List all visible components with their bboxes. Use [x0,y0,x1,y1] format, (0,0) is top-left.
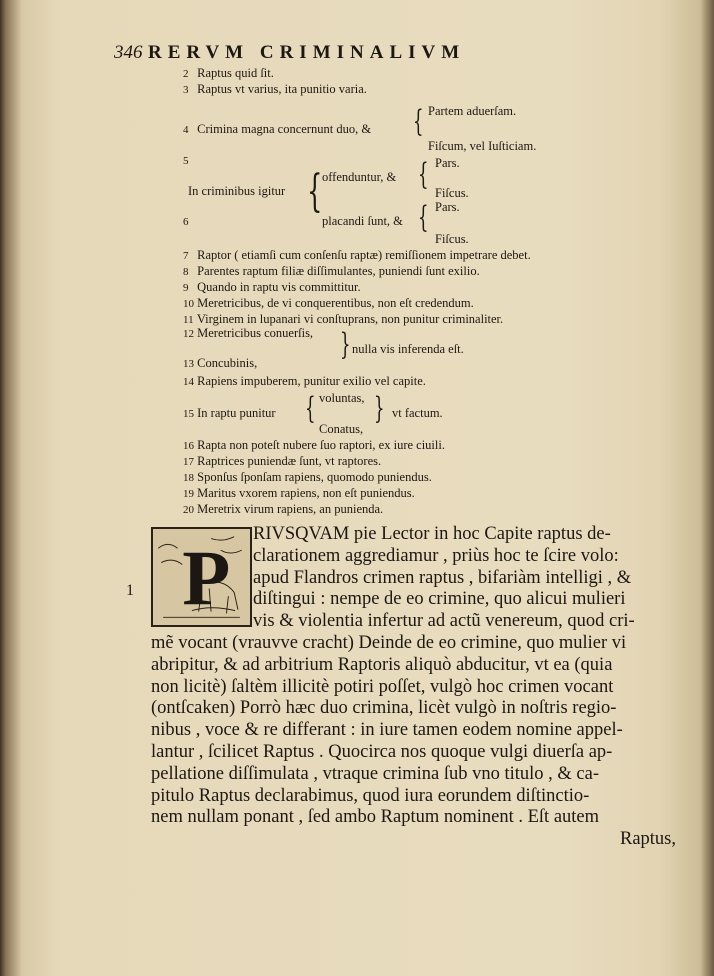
text-line: diſtingui : nempe de eo crimine, quo alicui mulieri [253,589,626,610]
brace-text: Partem aduerſam. [428,104,517,118]
page-number: 346 [114,42,143,63]
margin-number: 1 [126,582,134,599]
running-title: RERVM CRIMINALIVM [148,42,466,63]
brace: { [418,200,429,235]
brace-text: Pars. [435,200,460,214]
text-line: RIVSQVAM pie Lector in hoc Capite raptus de- [253,524,611,544]
brace-text: Fiſcus. [435,232,469,246]
summary-item: 16 Rapta non poteſt nubere ſuo raptori, ex iure ciuili. [183,438,445,452]
brace-text: nulla vis inferenda eſt. [352,342,464,356]
text-line: (ontſcaken) Porrò hæc duo crimina, licèt vulgò in noſtris regio- [151,698,617,719]
brace-text: Fiſcum, vel Iuſticiam. [428,139,537,153]
brace-text: Conatus, [319,422,364,436]
brace: } [374,391,385,426]
brace: } [340,327,351,362]
summary-item: 18 Sponſus ſponſam rapiens, quomodo puniendus. [183,470,432,484]
text-line: nem nullam ponant , ſed ambo Raptum nominent . Eſt autem [151,807,600,828]
text-line: abripitur, & ad arbitrium Raptoris aliquò abducitur, vt ea (quia [151,654,613,675]
brace: { [418,157,429,192]
summary-item: 14 Rapiens impuberem, punitur exilio vel capite. [183,374,426,388]
brace-text: placandi ſunt, & [322,214,403,228]
main-text [151,524,706,851]
text-line: apud Flandros crimen raptus , bifariàm intelligi , & [253,567,632,588]
summary-item: 7 Raptor ( etiamſi cum conſenſu raptæ) remiſſionem impetrare debet. [183,248,531,262]
text-line: pellatione diſſimulata , vtraque crimina ſub vno titulo , & ca- [151,763,599,784]
text-line: clarationem aggrediamur , priùs hoc te ſcire volo: [253,545,619,566]
text-line: pitulo Raptus declarabimus, quod iura eorundem diſtinctio- [151,785,590,806]
summary-item: 5 [183,155,189,167]
text-line: nibus , voce & re differant : in iure tamen eodem nomine appel- [151,720,623,741]
text-line: mẽ vocant (vrauvve cracht) Deinde de eo crimine, quo mulier vi [151,632,627,653]
summary-item: 3 Raptus vt varius, ita punitio varia. [183,82,367,96]
brace-text: offenduntur, & [322,170,397,184]
summary-item: 20 Meretrix virum rapiens, an punienda. [183,502,384,516]
summary-item: 10 Meretricibus, de vi conquerentibus, non eſt credendum. [183,296,474,310]
summary-item: 2 Raptus quid ſit. [183,66,274,80]
summary-item: 6 [183,216,189,228]
brace-text: voluntas, [319,391,365,405]
brace-text: Fiſcus. [435,186,469,200]
catchword: Raptus, [619,829,676,850]
summary-item: 4 Crimina magna concernunt duo, & [183,122,372,136]
brace: { [305,391,316,426]
summary-text: In criminibus igitur [188,184,286,198]
summary-item: 11 Virginem in lupanari vi conſtuprans, non punitur criminaliter. [183,312,504,326]
summary-item: 15 In raptu punitur [183,406,276,420]
summary-item: 19 Maritus vxorem rapiens, non eſt puniendus. [183,486,415,500]
brace: { [307,166,323,217]
summary-item: 13 Concubinis, [183,356,258,370]
text-line: vis & violentia infertur ad actũ venereum, quod cri- [253,611,635,632]
brace-text: Pars. [435,156,460,170]
summary-item: 8 Parentes raptum filiæ diſſimulantes, puniendi ſunt exilio. [183,264,480,278]
brace: { [413,104,424,139]
svg-text:P: P [182,534,231,622]
text-line: lantur , ſcilicet Raptus . Quocirca nos quoque vulgi diuerſa ap- [151,741,613,762]
text-line: non licitè) ſaltèm illicitè potiri poſſet, vulgò hoc crimen vocant [151,676,614,697]
summary-item: 12 Meretricibus conuerſis, [183,326,314,340]
brace-text: vt factum. [392,406,443,420]
summary-item: 9 Quando in raptu vis committitur. [183,280,361,294]
summary-item: 17 Raptrices puniendæ ſunt, vt raptores. [183,454,382,468]
